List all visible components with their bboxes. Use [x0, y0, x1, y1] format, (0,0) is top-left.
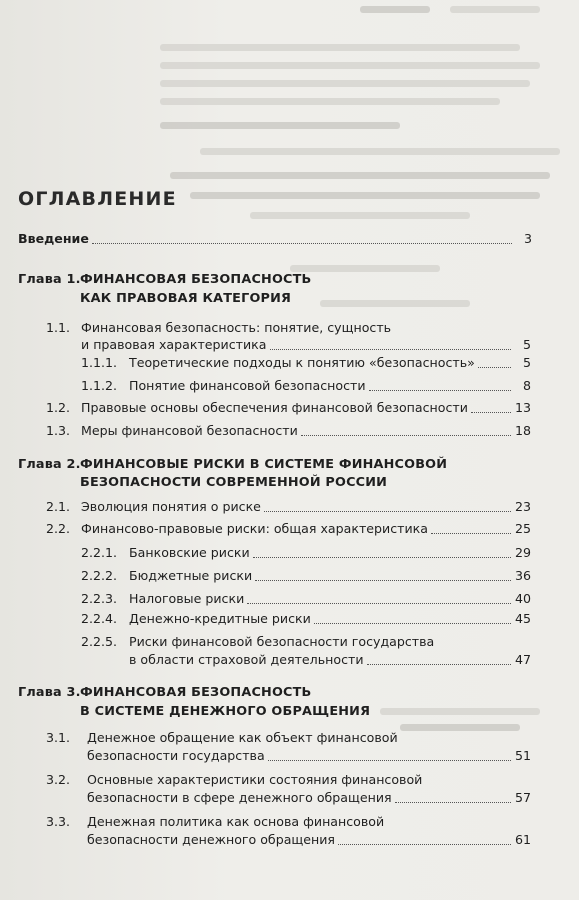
- toc-item-number: 1.1.1.: [81, 355, 118, 370]
- toc-item-line: безопасности денежного обращения: [87, 832, 336, 847]
- toc-entry: [46, 423, 531, 439]
- leader-dots: [268, 760, 511, 761]
- toc-item-line: Денежно-кредитные риски: [129, 611, 311, 626]
- toc-item-number: 1.1.2.: [81, 378, 118, 393]
- toc-entry: [46, 521, 531, 537]
- leader-dots: [264, 511, 511, 512]
- leader-dots: [478, 367, 511, 368]
- toc-page-number: 36: [514, 568, 531, 583]
- page-title: ОГЛАВЛЕНИЕ: [18, 188, 177, 210]
- bleed-through-mark: [250, 212, 470, 219]
- bleed-through-mark: [160, 80, 530, 87]
- toc-entry: [129, 652, 531, 668]
- toc-item-number: 2.2.1.: [81, 545, 118, 560]
- toc-item-line: Понятие финансовой безопасности: [129, 378, 366, 393]
- toc-page-number: 61: [514, 832, 531, 847]
- leader-dots: [395, 802, 511, 803]
- toc-entry: [46, 400, 531, 416]
- bleed-through-mark: [290, 265, 440, 272]
- leader-dots: [253, 557, 511, 558]
- bleed-through-mark: [160, 62, 540, 69]
- toc-item-number: 3.1.: [46, 730, 71, 745]
- bleed-through-mark: [190, 192, 540, 199]
- toc-item-number: 3.2.: [46, 772, 71, 787]
- leader-dots: [338, 844, 511, 845]
- toc-item-line: Риски финансовой безопасности государства: [129, 634, 435, 649]
- toc-page-number: 5: [522, 355, 531, 370]
- toc-item-line: Финансовая безопасность: понятие, сущность: [81, 320, 392, 335]
- toc-intro-label: Введение: [18, 231, 89, 246]
- leader-dots: [255, 580, 511, 581]
- toc-page-number: 18: [514, 423, 531, 438]
- bleed-through-mark: [360, 6, 430, 13]
- chapter-number: Глава 3.: [18, 685, 81, 700]
- toc-item-line: Денежное обращение как объект финансовой: [87, 730, 398, 745]
- toc-entry: [87, 748, 531, 764]
- toc-entry: [87, 790, 531, 806]
- toc-item-line: Денежная политика как основа финансовой: [87, 814, 385, 829]
- toc-page-number: 8: [522, 378, 531, 393]
- toc-item-line: Бюджетные риски: [129, 568, 253, 583]
- toc-entry: [81, 355, 531, 371]
- leader-dots: [301, 435, 511, 436]
- toc-item-number: 2.2.3.: [81, 591, 118, 606]
- chapter-title-line: БЕЗОПАСНОСТИ СОВРЕМЕННОЙ РОССИИ: [80, 475, 388, 490]
- chapter-heading-cont: [80, 290, 291, 308]
- leader-dots: [431, 533, 511, 534]
- chapter-number: Глава 1.: [18, 272, 81, 287]
- bleed-through-mark: [160, 122, 400, 129]
- bleed-through-mark: [380, 708, 540, 715]
- bleed-through-mark: [160, 44, 520, 51]
- bleed-through-mark: [400, 724, 520, 731]
- toc-item-line: в области страховой деятельности: [129, 652, 364, 667]
- toc-item-number: 1.3.: [46, 423, 71, 438]
- bleed-through-mark: [170, 172, 550, 179]
- toc-item-line: и правовая характеристика: [81, 337, 267, 352]
- toc-item-line: Правовые основы обеспечения финансовой безопасности: [81, 400, 468, 415]
- chapter-heading-cont: [80, 703, 370, 721]
- bleed-through-mark: [450, 6, 540, 13]
- toc-page-number: 23: [514, 499, 531, 514]
- toc-item-number: 1.2.: [46, 400, 71, 415]
- leader-dots: [369, 390, 511, 391]
- chapter-heading: [18, 684, 312, 702]
- bleed-through-mark: [200, 148, 560, 155]
- toc-page-number: 57: [514, 790, 531, 805]
- bleed-through-mark: [160, 98, 500, 105]
- chapter-title-line: В СИСТЕМЕ ДЕНЕЖНОГО ОБРАЩЕНИЯ: [80, 704, 371, 719]
- leader-dots: [367, 664, 511, 665]
- chapter-heading-cont: [80, 474, 387, 492]
- toc-page-number: 3: [523, 231, 532, 246]
- toc-item-line: безопасности государства: [87, 748, 265, 763]
- leader-dots: [471, 412, 511, 413]
- bleed-through-mark: [320, 300, 470, 307]
- toc-item-number: 3.3.: [46, 814, 71, 829]
- chapter-title-line: ФИНАНСОВАЯ БЕЗОПАСНОСТЬ: [80, 685, 312, 700]
- toc-entry: [81, 337, 531, 353]
- toc-page-number: 51: [514, 748, 531, 763]
- toc-item-number: 2.2.5.: [81, 634, 118, 649]
- leader-dots: [247, 603, 511, 604]
- toc-entry: [81, 378, 531, 394]
- toc-page-number: 5: [522, 337, 531, 352]
- toc-entry: [81, 611, 531, 627]
- toc-page-number: 29: [514, 545, 531, 560]
- toc-page-number: 25: [514, 521, 531, 536]
- toc-item-line: Теоретические подходы к понятию «безопасность»: [129, 355, 475, 370]
- toc-item-line: Эволюция понятия о риске: [81, 499, 261, 514]
- toc-item-line: Банковские риски: [129, 545, 250, 560]
- toc-entry: [87, 832, 531, 848]
- toc-intro-entry: [18, 231, 532, 247]
- toc-item-line: безопасности в сфере денежного обращения: [87, 790, 392, 805]
- toc-entry: [81, 568, 531, 584]
- toc-page-number: 47: [514, 652, 531, 667]
- toc-entry: [46, 499, 531, 515]
- toc-page-number: 45: [514, 611, 531, 626]
- chapter-title-line: ФИНАНСОВАЯ БЕЗОПАСНОСТЬ: [80, 272, 312, 287]
- toc-item-line: Основные характеристики состояния финансовой: [87, 772, 423, 787]
- toc-item-line: Финансово-правовые риски: общая характеристика: [81, 521, 428, 536]
- toc-item-number: 2.2.4.: [81, 611, 118, 626]
- leader-dots: [270, 349, 512, 350]
- chapter-heading: [18, 456, 447, 474]
- leader-dots: [314, 623, 511, 624]
- toc-item-line: Меры финансовой безопасности: [81, 423, 298, 438]
- chapter-number: Глава 2.: [18, 457, 81, 472]
- toc-item-number: 2.2.2.: [81, 568, 118, 583]
- toc-entry: [81, 545, 531, 561]
- chapter-title-line: ФИНАНСОВЫЕ РИСКИ В СИСТЕМЕ ФИНАНСОВОЙ: [80, 457, 448, 472]
- toc-item-number: 2.2.: [46, 521, 71, 536]
- toc-page-number: 40: [514, 591, 531, 606]
- toc-item-number: 1.1.: [46, 320, 71, 335]
- toc-entry: [81, 591, 531, 607]
- chapter-title-line: КАК ПРАВОВАЯ КАТЕГОРИЯ: [80, 291, 292, 306]
- leader-dots: [92, 243, 512, 244]
- chapter-heading: [18, 271, 312, 289]
- toc-item-number: 2.1.: [46, 499, 71, 514]
- toc-item-line: Налоговые риски: [129, 591, 245, 606]
- toc-page-number: 13: [514, 400, 531, 415]
